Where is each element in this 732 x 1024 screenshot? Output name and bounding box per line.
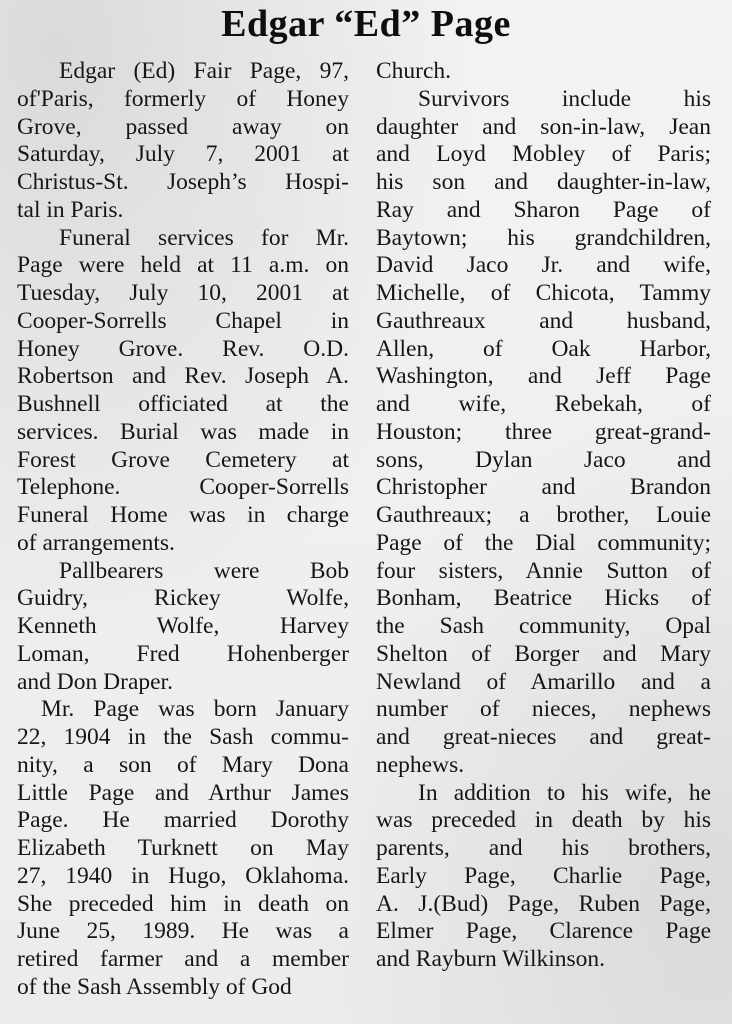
text-line: Gauthreaux and husband, [376, 307, 711, 334]
text-line: Page. He married Dorothy [17, 807, 349, 834]
paragraph [376, 58, 711, 86]
text-line: Honey Grove. Rev. O.D. [17, 335, 349, 362]
text-line: Elizabeth Turknett on May [17, 835, 349, 861]
text-line: Saturday, July 7, 2001 at [17, 141, 349, 168]
text-line: Washington, and Jeff Page [376, 363, 711, 390]
text-line: Loman, Fred Hohenberger [17, 640, 349, 667]
text-line: and Loyd Mobley of Paris; [376, 141, 711, 168]
text-line: A. J.(Bud) Page, Ruben Page, [376, 890, 711, 917]
text-line: Baytown; his grandchildren, [376, 224, 711, 251]
text-line: nephews. [376, 751, 465, 778]
text-line: Christopher and Brandon [376, 474, 711, 501]
text-line: parents, and his brothers, [376, 835, 711, 861]
text-line: Page were held at 11 a.m. on [17, 252, 349, 279]
text-line: 22, 1904 in the Sash commu- [17, 724, 349, 750]
paragraph [17, 58, 349, 225]
text-line: Guidry, Rickey Wolfe, [17, 585, 349, 612]
text-line: She preceded him in death on [17, 890, 349, 917]
text-line: of'Paris, formerly of Honey [17, 85, 349, 112]
text-line: four sisters, Annie Sutton of [376, 557, 711, 584]
text-line: Houston; three great-grand- [376, 418, 711, 445]
text-line: and Don Draper. [17, 668, 173, 695]
left-text-column [17, 58, 349, 1002]
text-line: Christus-St. Joseph’s Hospi- [17, 169, 349, 195]
paragraph [17, 696, 349, 1001]
text-line: of the Sash Assembly of God [17, 973, 292, 1000]
text-line: David Jaco Jr. and wife, [376, 252, 711, 279]
text-line: tal in Paris. [17, 196, 124, 223]
text-line: and great-nieces and great- [376, 724, 711, 750]
text-line: was preceded in death by his [376, 807, 711, 834]
text-line: Bushnell officiated at the [17, 391, 349, 417]
text-line: Tuesday, July 10, 2001 at [17, 280, 349, 306]
text-line: Gauthreaux; a brother, Louie [376, 502, 711, 528]
text-line: Newland of Amarillo and a [376, 668, 711, 695]
text-line: Grove, passed away on [17, 113, 349, 140]
text-line: Church. [376, 58, 452, 84]
text-line: Survivors include his [418, 85, 711, 112]
text-line: daughter and son-in-law, Jean [376, 113, 711, 140]
text-line: Little Page and Arthur James [17, 779, 349, 806]
paragraph [17, 225, 349, 558]
text-line: Elmer Page, Clarence Page [376, 918, 711, 945]
text-line: Early Page, Charlie Page, [376, 862, 711, 889]
text-line: the Sash community, Opal [376, 613, 711, 639]
text-line: Telephone. Cooper-Sorrells [17, 474, 349, 501]
text-line: and Rayburn Wilkinson. [376, 946, 606, 972]
text-line: Edgar (Ed) Fair Page, 97, [59, 58, 349, 84]
paragraph [376, 780, 711, 974]
text-line: Funeral services for Mr. [59, 224, 349, 251]
text-line: retired farmer and a member [17, 946, 349, 972]
paragraph [376, 86, 711, 780]
paragraph [17, 558, 349, 697]
right-text-column [376, 58, 711, 974]
text-line: In addition to his wife, he [418, 779, 711, 806]
text-line: Funeral Home was in charge [17, 502, 349, 528]
text-line: services. Burial was made in [17, 418, 349, 445]
text-line: Mr. Page was born January [41, 696, 349, 723]
text-line: number of nieces, nephews [376, 696, 711, 723]
text-line: 27, 1940 in Hugo, Oklahoma. [17, 862, 349, 889]
text-line: Page of the Dial community; [376, 529, 711, 556]
text-line: of arrangements. [17, 529, 175, 556]
text-line: Shelton of Borger and Mary [376, 640, 711, 667]
text-line: his son and daughter-in-law, [376, 169, 711, 195]
text-line: Allen, of Oak Harbor, [376, 335, 711, 362]
text-line: Kenneth Wolfe, Harvey [17, 613, 349, 639]
text-line: and wife, Rebekah, of [376, 391, 711, 417]
text-line: Pallbearers were Bob [59, 557, 349, 584]
text-line: Bonham, Beatrice Hicks of [376, 585, 711, 612]
text-line: Ray and Sharon Page of [376, 196, 711, 223]
text-line: June 25, 1989. He was a [17, 918, 349, 945]
text-line: Michelle, of Chicota, Tammy [376, 280, 711, 306]
text-line: sons, Dylan Jaco and [376, 446, 711, 473]
obituary-headline: Edgar “Ed” Page [221, 3, 511, 45]
text-line: Robertson and Rev. Joseph A. [17, 363, 349, 390]
text-line: Forest Grove Cemetery at [17, 446, 349, 473]
text-line: Cooper-Sorrells Chapel in [17, 307, 349, 334]
text-line: nity, a son of Mary Dona [17, 751, 349, 778]
